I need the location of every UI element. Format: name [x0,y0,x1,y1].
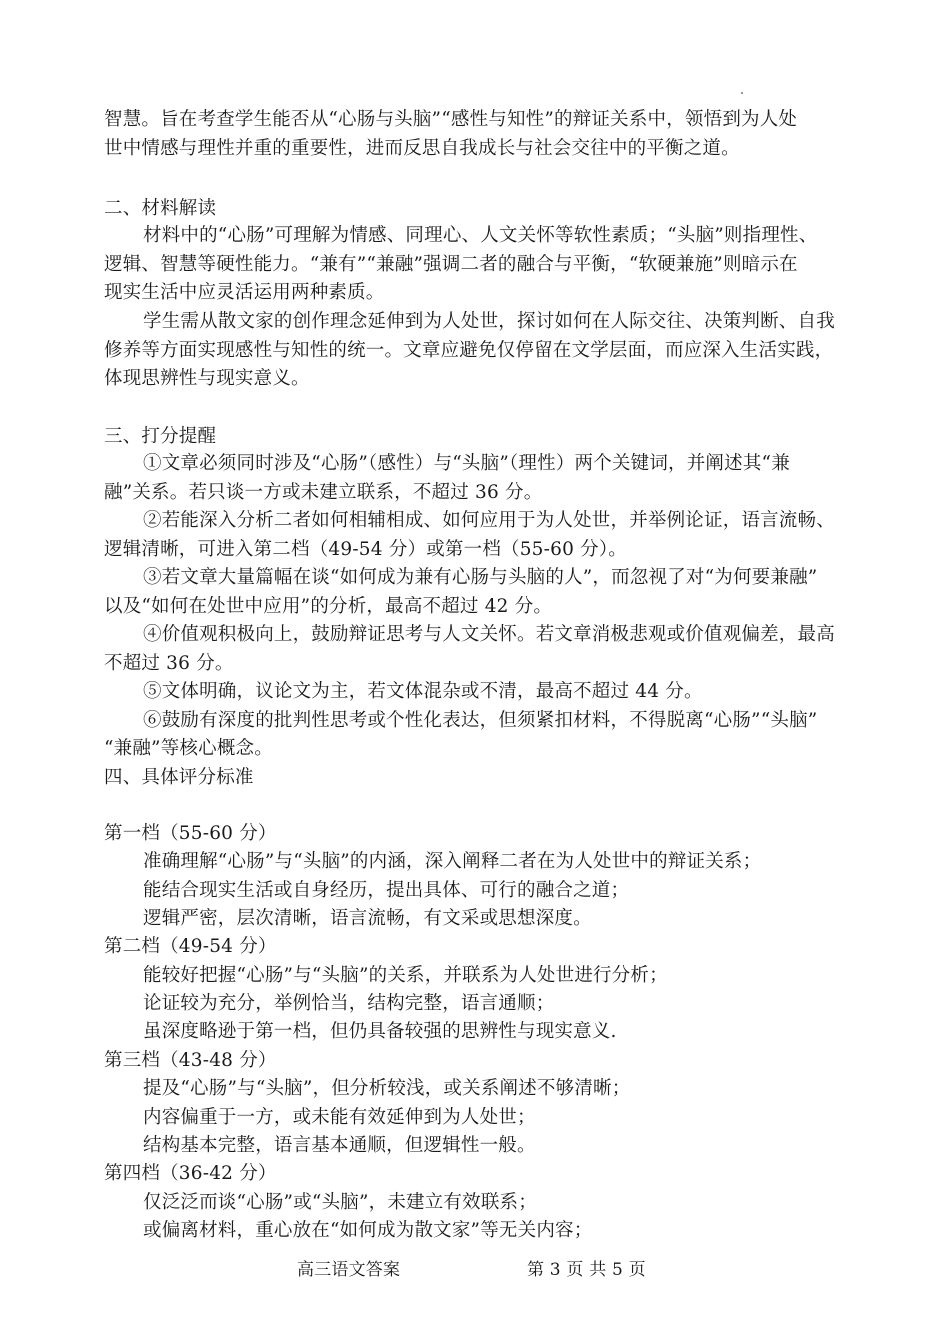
reminder-item: ⑥鼓励有深度的批判性思考或个性化表达，但须紧扣材料，不得脱离“心肠”“头脑” [143,710,818,731]
grade-point: 仅泛泛而谈“心肠”或“头脑”，未建立有效联系； [143,1192,537,1213]
grade-title: 第四档（36-42 分） [104,1163,277,1184]
grade-point: 提及“心肠”与“头脑”，但分析较浅，或关系阐述不够清晰； [143,1078,631,1099]
grade-title: 第一档（55-60 分） [104,823,277,844]
paragraph-line: 现实生活中应灵活运用两种素质。 [104,282,385,303]
section-heading-4: 四、具体评分标准 [104,767,254,788]
grade-title: 第三档（43-48 分） [104,1050,277,1071]
reminder-item: “兼融”等核心概念。 [104,738,273,759]
grade-point: 能较好把握“心肠”与“头脑”的关系，并联系为人处世进行分析； [143,965,668,986]
reminder-item: ⑤文体明确，议论文为主，若文体混杂或不清，最高不超过 44 分。 [143,681,703,702]
footer-page-number: 第 3 页 共 5 页 [527,1260,646,1280]
section-heading-3: 三、打分提醒 [104,426,217,447]
grade-point: 或偏离材料，重心放在“如何成为散文家”等无关内容； [143,1220,593,1241]
grade-point: 准确理解“心肠”与“头脑”的内涵，深入阐释二者在为人处世中的辩证关系； [143,851,762,872]
reminder-item: 以及“如何在处世中应用”的分析，最高不超过 42 分。 [104,596,553,617]
reminder-item: 逻辑清晰，可进入第二档（49-54 分）或第一档（55-60 分）。 [104,539,627,560]
paragraph-line: 学生需从散文家的创作理念延伸到为人处世，探讨如何在人际交往、决策判断、自我 [143,311,835,332]
grade-point: 能结合现实生活或自身经历，提出具体、可行的融合之道； [143,880,630,901]
intro-line-1: 智慧。旨在考查学生能否从“心肠与头脑”“感性与知性”的辩证关系中，领悟到为人处 [104,109,798,130]
reminder-item: ③若文章大量篇幅在谈“如何成为兼有心肠与头脑的人”，而忽视了对“为何要兼融” [143,567,818,588]
grade-point: 论证较为充分，举例恰当，结构完整，语言通顺； [143,993,555,1014]
grade-title: 第二档（49-54 分） [104,936,277,957]
paragraph-line: 逻辑、智慧等硬性能力。“兼有”“兼融”强调二者的融合与平衡，“软硬兼施”则暗示在 [104,254,798,275]
paragraph-line: 修养等方面实现感性与知性的统一。文章应避免仅停留在文学层面，而应深入生活实践， [104,340,834,361]
paragraph-line: 体现思辨性与现实意义。 [104,368,310,389]
footer-subject: 高三语文答案 [297,1260,401,1280]
reminder-item: 不超过 36 分。 [104,653,234,674]
intro-line-2: 世中情感与理性并重的重要性，进而反思自我成长与社会交往中的平衡之道。 [104,138,740,159]
reminder-item: ④价值观积极向上，鼓励辩证思考与人文关怀。若文章消极悲观或价值观偏差，最高 [143,624,835,645]
scan-speck [741,92,743,94]
reminder-item: 融”关系。若只谈一方或未建立联系，不超过 36 分。 [104,482,543,503]
grade-point: 逻辑严密，层次清晰，语言流畅，有文采或思想深度。 [143,908,592,929]
section-heading-2: 二、材料解读 [104,198,217,219]
grade-point: 内容偏重于一方，或未能有效延伸到为人处世； [143,1107,536,1128]
grade-point: 结构基本完整，语言基本通顺，但逻辑性一般。 [143,1135,536,1156]
reminder-item: ②若能深入分析二者如何相辅相成、如何应用于为人处世，并举例论证，语言流畅、 [143,510,835,531]
grade-point: 虽深度略逊于第一档，但仍具备较强的思辨性与现实意义. [143,1021,617,1042]
reminder-item: ①文章必须同时涉及“心肠”（感性）与“头脑”（理性）两个关键词，并阐述其“兼 [143,453,790,474]
paragraph-line: 材料中的“心肠”可理解为情感、同理心、人文关怀等软性素质；“头脑”则指理性、 [143,225,818,246]
